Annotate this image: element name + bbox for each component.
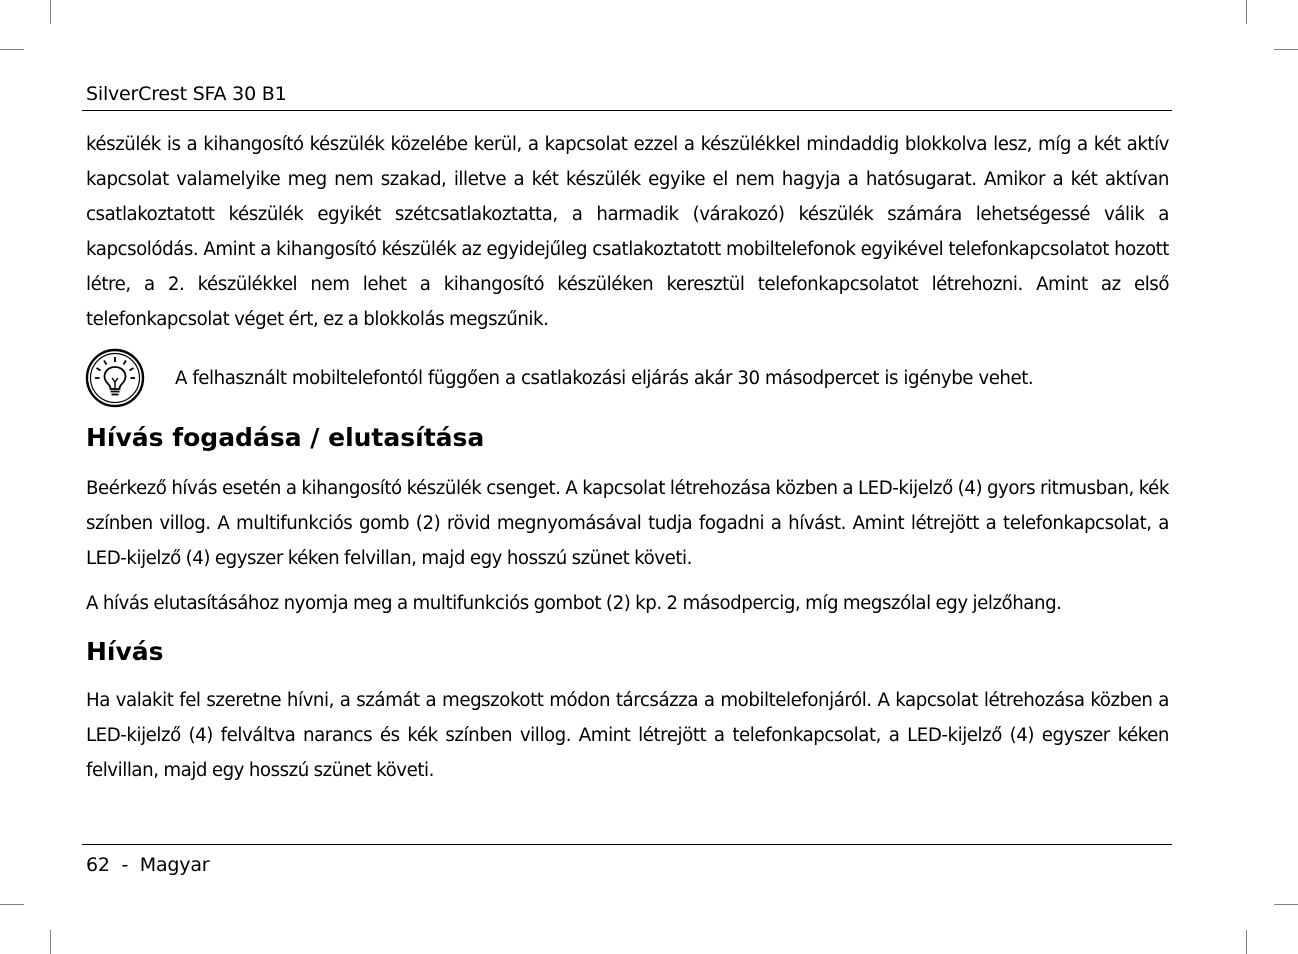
crop-mark	[50, 0, 51, 24]
crop-mark	[1246, 0, 1247, 24]
intro-paragraph: készülék is a kihangosító készülék közelébe kerül, a kapcsolat ezzel a készülékkel mindaddig blokkolva lesz, míg a két aktív kapcsolat valamelyike meg nem szakad, illetve a két készülék egyike el nem hagyja a hatósugarat. Amikor a két aktívan csatlakoztatott készülék egyikét szétcsatlakoztatta, a harmadik (várakozó) készülék számára lehetségessé válik a kapcsolódás. Amint a kihangosító készülék az egyidejűleg csatlakoztatott mobiltelefonok egyikével telefonkapcsolatot hozott létre, a 2. készülékkel nem lehet a kihangosító készüléken keresztül telefonkapcsolatot létrehozni. Amint az első telefonkapcsolat véget ért, ez a blokkolás megszűnik.	[86, 134, 1169, 330]
crop-mark	[50, 930, 51, 954]
page-footer: 62 - Magyar	[86, 854, 210, 876]
crop-mark	[0, 49, 24, 50]
receive-call-paragraph: Beérkező hívás esetén a kihangosító készülék csenget. A kapcsolat létrehozása közben a LED-kijelző (4) gyors ritmusban, kék színben villog. A multifunkciós gomb (2) rövid megnyomásával tudja fogadni a hívást. Amint létrejött a telefonkapcsolat, a LED-kijelző (4) egyszer kéken felvillan, majd egy hosszú szünet követi.	[86, 478, 1169, 569]
running-header: SilverCrest SFA 30 B1	[86, 83, 287, 105]
crop-mark	[0, 904, 24, 905]
crop-mark	[1274, 49, 1298, 50]
make-call-paragraph: Ha valakit fel szeretne hívni, a számát a megszokott módon tárcsázza a mobiltelefonjáról. A kapcsolat létrehozása közben a LED-kijelző (4) felváltva narancs és kék színben villog. Amint létrejött a telefonkapcsolat, a LED-kijelző (4) egyszer kéken felvillan, majd egy hosszú szünet követi.	[86, 690, 1169, 781]
header-rule	[82, 110, 1172, 111]
note-text: A felhasznált mobiltelefontól függően a csatlakozási eljárás akár 30 másodpercet is igénybe vehet.	[175, 368, 1034, 389]
crop-mark	[1274, 904, 1298, 905]
section-heading-call: Hívás	[86, 637, 164, 666]
page-body	[86, 127, 1169, 788]
note-box	[86, 337, 1169, 399]
lightbulb-icon	[85, 348, 145, 408]
footer-rule	[82, 844, 1172, 845]
crop-mark	[1246, 930, 1247, 954]
section-heading-receive-call: Hívás fogadása / elutasítása	[86, 423, 485, 452]
reject-call-paragraph: A hívás elutasításához nyomja meg a multifunkciós gombot (2) kp. 2 másodpercig, míg megszólal egy jelzőhang.	[86, 593, 1062, 614]
